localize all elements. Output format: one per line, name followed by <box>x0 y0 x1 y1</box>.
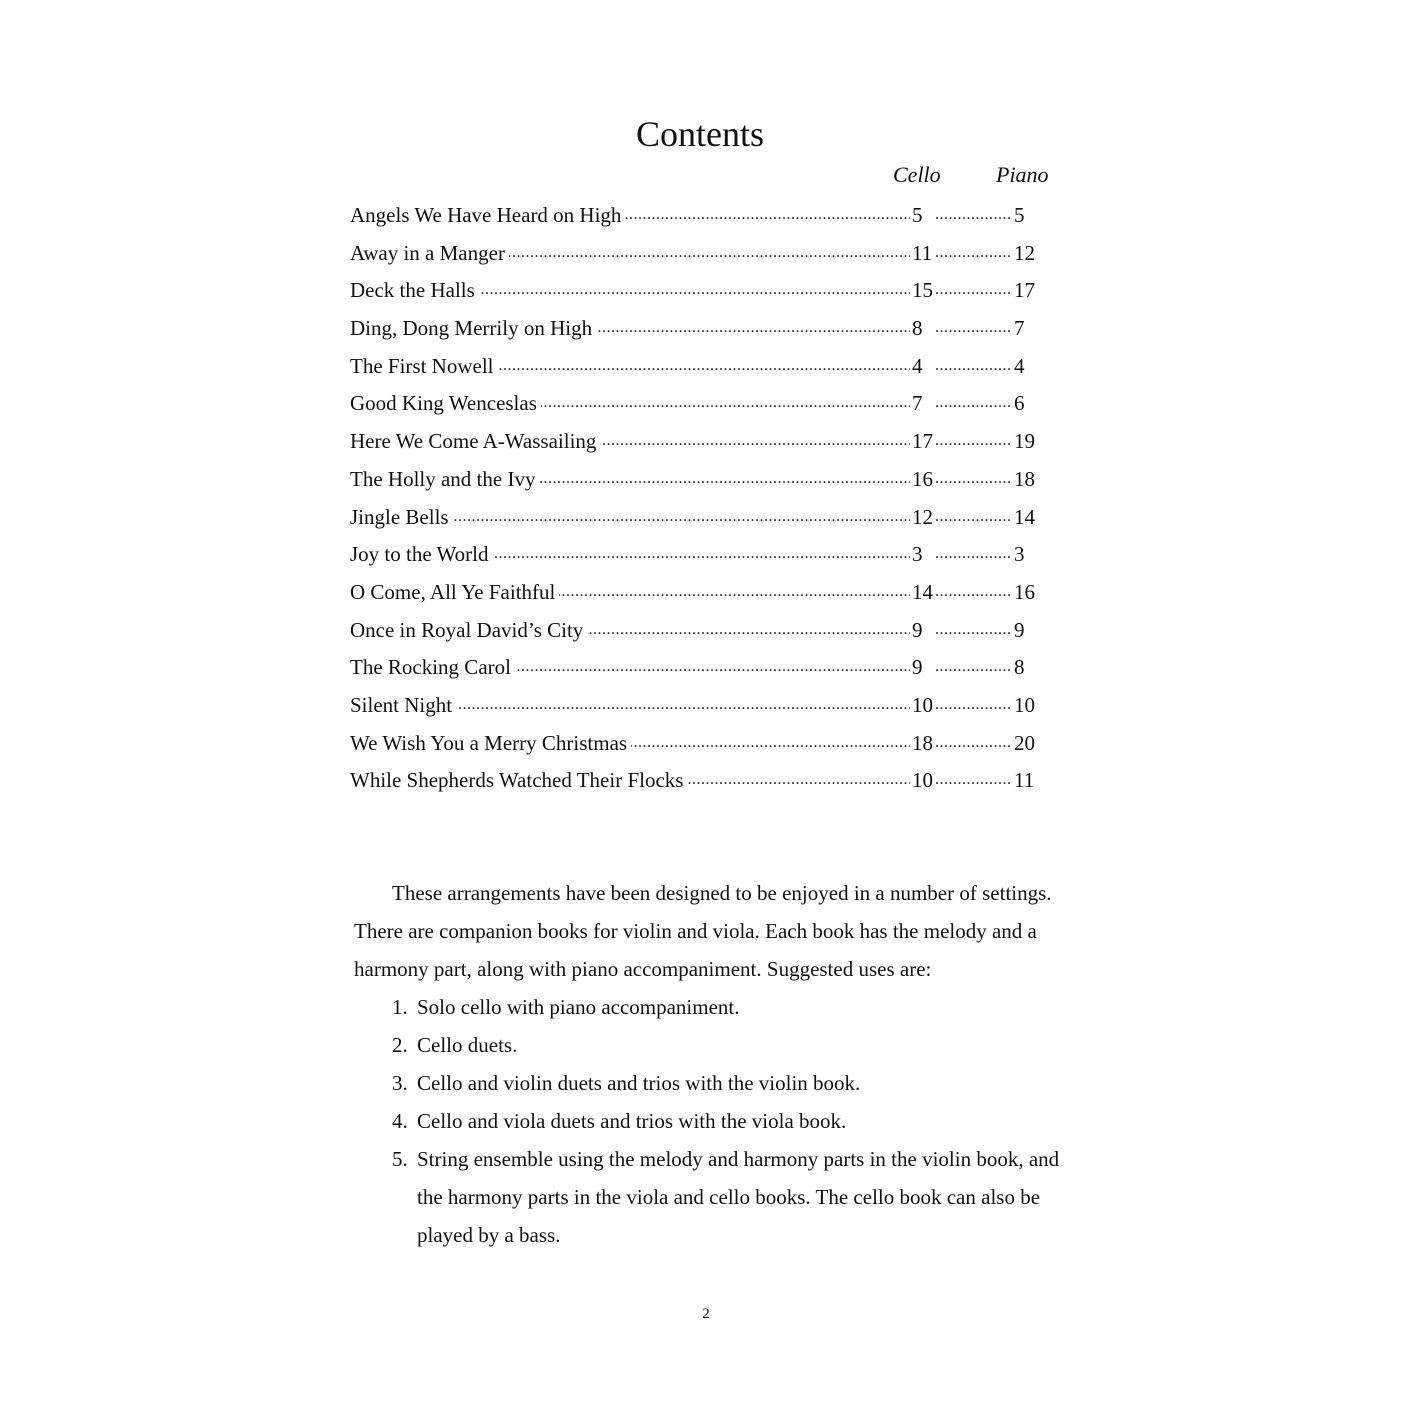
intro-paragraph: These arrangements have been designed to be enjoyed in a number of settings. There are companion books for violin and viola. Each book has the melody and a harmony part, along with piano accompaniment. Suggested uses are: <box>354 881 1052 981</box>
page-number: 2 <box>702 1306 710 1322</box>
suggested-use-text: String ensemble using the melody and harmony parts in the violin book, and the harmony parts in the viola and cello books. The cello book can also be played by a bass. <box>417 1147 1060 1247</box>
suggested-use-number: 3. <box>392 1071 408 1095</box>
page-title: Contents <box>635 114 764 154</box>
toc-entry-title: Here We Come A-Wassailing <box>350 426 600 456</box>
toc-entry-piano-page: 7 <box>1012 313 1040 343</box>
toc-entry-piano-page: 10 <box>1012 690 1040 720</box>
toc-entry-piano-page: 5 <box>1012 200 1040 230</box>
toc-entry-title: Jingle Bells <box>350 502 453 532</box>
suggested-use-number: 4. <box>392 1109 408 1133</box>
suggested-use-text: Cello and viola duets and trios with the viola book. <box>417 1109 847 1133</box>
toc-entry-title: Away in a Manger <box>350 238 509 268</box>
toc-entry-title: Once in Royal David’s City <box>350 615 587 645</box>
toc-entry-title: While Shepherds Watched Their Flocks <box>350 765 687 795</box>
table-of-contents <box>350 200 1040 803</box>
toc-entry-cello-page: 9 <box>910 615 936 645</box>
suggested-use-item <box>354 988 1064 1026</box>
toc-entry-cello-page: 12 <box>910 502 936 532</box>
toc-entry-cello-page: 18 <box>910 728 936 758</box>
toc-entry-piano-page: 19 <box>1012 426 1040 456</box>
suggested-use-number: 2. <box>392 1033 408 1057</box>
toc-entry-title: Good King Wenceslas <box>350 388 541 418</box>
toc-entry-cello-page: 10 <box>910 690 936 720</box>
suggested-use-item <box>354 1064 1064 1102</box>
toc-entry-piano-page: 6 <box>1012 388 1040 418</box>
suggested-use-number: 1. <box>392 995 408 1019</box>
toc-entry <box>350 765 1040 803</box>
toc-entry-cello-page: 14 <box>910 577 936 607</box>
toc-entry <box>350 464 1040 502</box>
toc-entry-title: The First Nowell <box>350 351 497 381</box>
suggested-uses-list <box>354 988 1064 1254</box>
toc-entry-title: Ding, Dong Merrily on High <box>350 313 596 343</box>
toc-entry <box>350 502 1040 540</box>
toc-entry-cello-page: 10 <box>910 765 936 795</box>
toc-entry-piano-page: 16 <box>1012 577 1040 607</box>
toc-entry-title: O Come, All Ye Faithful <box>350 577 559 607</box>
notes-section <box>354 874 1064 1254</box>
toc-entry-cello-page: 7 <box>910 388 936 418</box>
toc-entry-cello-page: 9 <box>910 652 936 682</box>
toc-entry-piano-page: 8 <box>1012 652 1040 682</box>
toc-entry <box>350 200 1040 238</box>
toc-entry-title: The Holly and the Ivy <box>350 464 539 494</box>
toc-entry-cello-page: 15 <box>910 275 936 305</box>
suggested-use-item <box>354 1140 1064 1254</box>
toc-entry-cello-page: 17 <box>910 426 936 456</box>
suggested-use-text: Cello and violin duets and trios with the violin book. <box>417 1071 861 1095</box>
suggested-use-text: Cello duets. <box>417 1033 518 1057</box>
toc-entry-piano-page: 20 <box>1012 728 1040 758</box>
toc-entry-piano-page: 4 <box>1012 351 1040 381</box>
suggested-use-text: Solo cello with piano accompaniment. <box>417 995 740 1019</box>
column-header-piano: Piano <box>996 162 1049 187</box>
toc-entry <box>350 577 1040 615</box>
toc-entry-cello-page: 16 <box>910 464 936 494</box>
toc-entry-title: We Wish You a Merry Christmas <box>350 728 631 758</box>
suggested-use-number: 5. <box>392 1147 408 1171</box>
toc-entry-piano-page: 3 <box>1012 539 1040 569</box>
toc-entry-cello-page: 3 <box>910 539 936 569</box>
column-header-cello: Cello <box>893 162 941 187</box>
toc-entry-cello-page: 11 <box>910 238 936 268</box>
toc-entry <box>350 690 1040 728</box>
toc-entry <box>350 238 1040 276</box>
toc-entry-piano-page: 17 <box>1012 275 1040 305</box>
toc-entry <box>350 351 1040 389</box>
toc-entry-piano-page: 14 <box>1012 502 1040 532</box>
suggested-use-item <box>354 1026 1064 1064</box>
toc-entry <box>350 426 1040 464</box>
toc-entry-title: Silent Night <box>350 690 456 720</box>
toc-entry-title: The Rocking Carol <box>350 652 515 682</box>
toc-entry <box>350 615 1040 653</box>
toc-entry-cello-page: 8 <box>910 313 936 343</box>
toc-entry <box>350 728 1040 766</box>
toc-entry <box>350 275 1040 313</box>
toc-entry <box>350 313 1040 351</box>
suggested-use-item <box>354 1102 1064 1140</box>
toc-entry-piano-page: 12 <box>1012 238 1040 268</box>
toc-entry <box>350 539 1040 577</box>
toc-entry-piano-page: 9 <box>1012 615 1040 645</box>
toc-entry-piano-page: 11 <box>1012 765 1040 795</box>
toc-entry-title: Joy to the World <box>350 539 493 569</box>
toc-entry-title: Angels We Have Heard on High <box>350 200 625 230</box>
toc-entry-title: Deck the Halls <box>350 275 479 305</box>
dot-leader <box>350 502 1040 532</box>
toc-entry <box>350 388 1040 426</box>
toc-entry-cello-page: 5 <box>910 200 936 230</box>
toc-entry <box>350 652 1040 690</box>
toc-entry-piano-page: 18 <box>1012 464 1040 494</box>
toc-entry-cello-page: 4 <box>910 351 936 381</box>
